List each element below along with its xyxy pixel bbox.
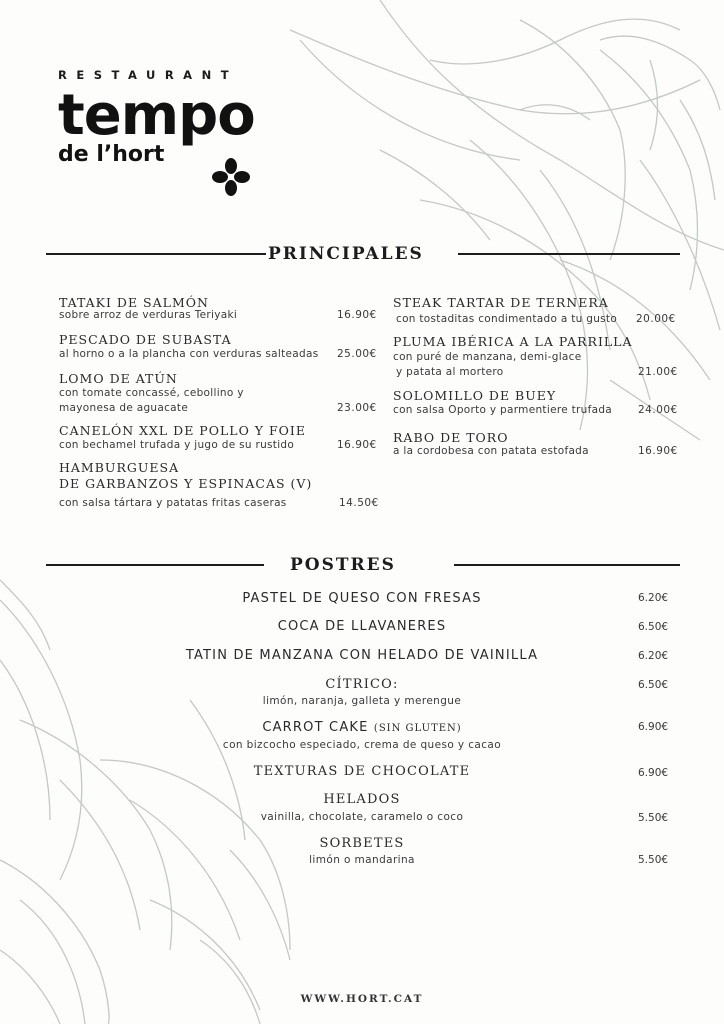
menu-item-price: 25.00€	[337, 348, 377, 360]
restaurant-label: RESTAURANT	[58, 68, 239, 82]
dessert-name: TEXTURAS DE CHOCOLATE	[253, 764, 471, 779]
menu-item-price: 21.00€	[638, 366, 678, 378]
menu-item-name: SOLOMILLO DE BUEY	[393, 388, 557, 403]
quatrefoil-icon	[212, 158, 250, 196]
divider-line	[458, 253, 680, 255]
menu-item-desc: al horno o a la plancha con verduras salteadas	[59, 348, 319, 360]
dessert-name: SORBETES	[319, 836, 405, 851]
menu-item-desc: mayonesa de aguacate	[59, 402, 189, 414]
menu-item-price: 16.90€	[337, 309, 377, 321]
divider-line	[46, 564, 264, 566]
dessert-name: CARROT CAKE	[262, 720, 369, 735]
dessert-price: 6.90€	[638, 721, 669, 733]
menu-item-desc: con tomate concassé, cebollino y	[59, 387, 244, 399]
dessert-price: 6.50€	[638, 621, 669, 633]
menu-item-desc: con bechamel trufada y jugo de su rustido	[59, 439, 295, 451]
menu-item-price: 14.50€	[339, 497, 379, 509]
menu-item-name: PESCADO DE SUBASTA	[59, 332, 232, 347]
dessert-price: 6.20€	[638, 650, 669, 662]
dessert-desc: limón o mandarina	[309, 854, 415, 866]
postres-section-header	[46, 555, 680, 575]
menu-item-price: 24.00€	[638, 404, 678, 416]
menu-item-desc: sobre arroz de verduras Teriyaki	[59, 309, 238, 321]
dessert-price: 6.20€	[638, 592, 669, 604]
menu-item-name: CANELÓN XXL DE POLLO Y FOIE	[59, 423, 306, 438]
menu-item-price: 20.00€	[636, 313, 676, 325]
menu-item-desc: y patata al mortero	[396, 366, 504, 378]
menu-item-name: HAMBURGUESA	[59, 460, 180, 475]
menu-item-price: 16.90€	[638, 445, 678, 457]
dessert-name-suffix: (SIN GLUTEN)	[373, 723, 462, 734]
dessert-desc: con bizcocho especiado, crema de queso y cacao	[222, 739, 502, 751]
dessert-name: PASTEL DE QUESO CON FRESAS	[242, 591, 482, 606]
dessert-price: 5.50€	[638, 854, 669, 866]
menu-item-name: DE GARBANZOS Y ESPINACAS (V)	[59, 476, 313, 491]
dessert-name: CÍTRICO:	[325, 677, 399, 692]
dessert-price: 6.90€	[638, 767, 669, 779]
restaurant-logo	[58, 68, 255, 167]
dessert-name: TATIN DE MANZANA CON HELADO DE VAINILLA	[185, 648, 539, 663]
restaurant-subname: de l’hort	[58, 142, 165, 167]
menu-item-desc: con tostaditas condimentado a tu gusto	[396, 313, 618, 325]
website-link[interactable]: WWW.HORT.CAT	[300, 993, 424, 1005]
menu-item-desc: con puré de manzana, demi-glace	[393, 351, 582, 363]
dessert-name: COCA DE LLAVANERES	[277, 619, 447, 634]
dessert-name-row	[0, 720, 724, 735]
menu-item-price: 16.90€	[337, 439, 377, 451]
dessert-name: HELADOS	[323, 792, 401, 807]
divider-line	[454, 564, 680, 566]
menu-item-name: PLUMA IBÉRICA A LA PARRILLA	[393, 334, 633, 349]
menu-item-desc: con salsa Oporto y parmentiere trufada	[393, 404, 613, 416]
dessert-price: 6.50€	[638, 679, 669, 691]
dessert-price: 5.50€	[638, 812, 669, 824]
restaurant-name: tempo	[58, 83, 255, 148]
dessert-desc: limón, naranja, galleta y merengue	[262, 695, 462, 707]
menu-item-name: TATAKI DE SALMÓN	[59, 295, 209, 310]
menu-item-desc: a la cordobesa con patata estofada	[393, 445, 589, 457]
postres-title: POSTRES	[290, 555, 396, 575]
dessert-desc: vainilla, chocolate, caramelo o coco	[260, 811, 464, 823]
divider-line	[46, 253, 266, 255]
menu-item-name: LOMO DE ATÚN	[59, 371, 178, 386]
menu-item-desc: con salsa tártara y patatas fritas caseras	[59, 497, 287, 509]
principales-title: PRINCIPALES	[268, 244, 424, 264]
menu-item-name: RABO DE TORO	[393, 430, 509, 445]
menu-item-price: 23.00€	[337, 402, 377, 414]
menu-item-name: STEAK TARTAR DE TERNERA	[393, 295, 609, 310]
principales-section-header	[46, 244, 680, 264]
